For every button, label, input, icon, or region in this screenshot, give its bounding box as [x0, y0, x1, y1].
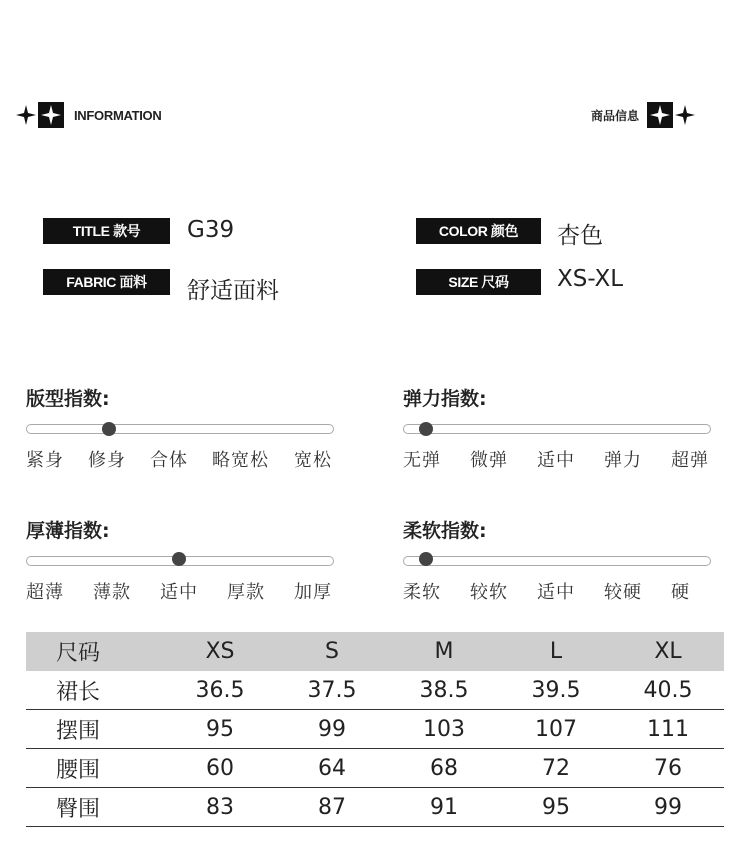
thickness-index-knob [172, 552, 186, 566]
fit-option: 修身 [88, 450, 126, 471]
table-cell: 99 [612, 788, 724, 827]
thickness-index-title: 厚薄指数: [26, 520, 110, 542]
thickness-option: 厚款 [227, 582, 265, 603]
softness-index-title: 柔软指数: [403, 520, 487, 542]
row-label: 裙长 [26, 671, 164, 710]
color-tag: COLOR 颜色 [416, 218, 541, 244]
header-cell: M [388, 632, 500, 671]
thickness-option: 超薄 [26, 582, 64, 603]
elasticity-option: 弹力 [604, 450, 642, 471]
fit-index-knob [102, 422, 116, 436]
header-cell: XS [164, 632, 276, 671]
softness-option: 柔软 [403, 582, 441, 603]
table-row [26, 671, 724, 710]
header-cell: L [500, 632, 612, 671]
sparkle-icon [16, 105, 36, 125]
row-label: 臀围 [26, 788, 164, 827]
fit-index-track [26, 424, 334, 434]
sparkle-box-icon [38, 102, 64, 128]
row-label: 摆围 [26, 710, 164, 749]
table-cell: 36.5 [164, 671, 276, 710]
table-cell: 68 [388, 749, 500, 788]
softness-index-knob [419, 552, 433, 566]
table-cell: 38.5 [388, 671, 500, 710]
table-cell: 99 [276, 710, 388, 749]
softness-option: 较硬 [604, 582, 642, 603]
elasticity-option: 适中 [537, 450, 575, 471]
header-left-label: INFORMATION [74, 107, 162, 123]
table-cell: 103 [388, 710, 500, 749]
elasticity-option: 微弹 [470, 450, 508, 471]
table-cell: 95 [500, 788, 612, 827]
thickness-option: 薄款 [93, 582, 131, 603]
fabric-tag: FABRIC 面料 [43, 269, 170, 295]
header-cell: XL [612, 632, 724, 671]
header-cell: 尺码 [26, 632, 164, 671]
table-cell: 64 [276, 749, 388, 788]
softness-index-track [403, 556, 711, 566]
table-row [26, 788, 724, 827]
table-cell: 60 [164, 749, 276, 788]
sparkle-icon [675, 105, 695, 125]
table-cell: 95 [164, 710, 276, 749]
table-cell: 87 [276, 788, 388, 827]
table-cell: 83 [164, 788, 276, 827]
title-value: G39 [187, 217, 235, 243]
size-tag: SIZE 尺码 [416, 269, 541, 295]
fit-option: 紧身 [26, 450, 64, 471]
fit-option: 合体 [150, 450, 188, 471]
table-cell: 72 [500, 749, 612, 788]
fit-index [26, 384, 334, 474]
elasticity-index-track [403, 424, 711, 434]
elasticity-index-knob [419, 422, 433, 436]
title-tag: TITLE 款号 [43, 218, 170, 244]
size-table-header [26, 632, 724, 671]
header-right [591, 102, 695, 128]
elasticity-option: 超弹 [671, 450, 709, 471]
table-cell: 37.5 [276, 671, 388, 710]
color-value: 杏色 [557, 223, 603, 249]
table-row [26, 710, 724, 749]
elasticity-index [403, 384, 711, 474]
header-left [16, 102, 161, 128]
row-label: 腰围 [26, 749, 164, 788]
table-row [26, 749, 724, 788]
header-right-label: 商品信息 [590, 108, 639, 123]
table-cell: 91 [388, 788, 500, 827]
table-cell: 76 [612, 749, 724, 788]
table-cell: 111 [612, 710, 724, 749]
table-cell: 107 [500, 710, 612, 749]
elasticity-option: 无弹 [403, 450, 441, 471]
fit-option: 略宽松 [212, 450, 269, 471]
size-value: XS-XL [557, 266, 624, 292]
fabric-value: 舒适面料 [187, 278, 279, 304]
softness-option: 较软 [470, 582, 508, 603]
thickness-option: 加厚 [294, 582, 332, 603]
table-cell: 39.5 [500, 671, 612, 710]
softness-index [403, 516, 711, 606]
softness-option: 硬 [671, 582, 690, 603]
fit-index-title: 版型指数: [26, 388, 110, 410]
sparkle-box-icon [647, 102, 673, 128]
header-cell: S [276, 632, 388, 671]
table-cell: 40.5 [612, 671, 724, 710]
elasticity-index-title: 弹力指数: [403, 388, 487, 410]
size-table [26, 632, 724, 827]
softness-option: 适中 [537, 582, 575, 603]
fit-option: 宽松 [294, 450, 332, 471]
thickness-index [26, 516, 334, 606]
thickness-option: 适中 [160, 582, 198, 603]
